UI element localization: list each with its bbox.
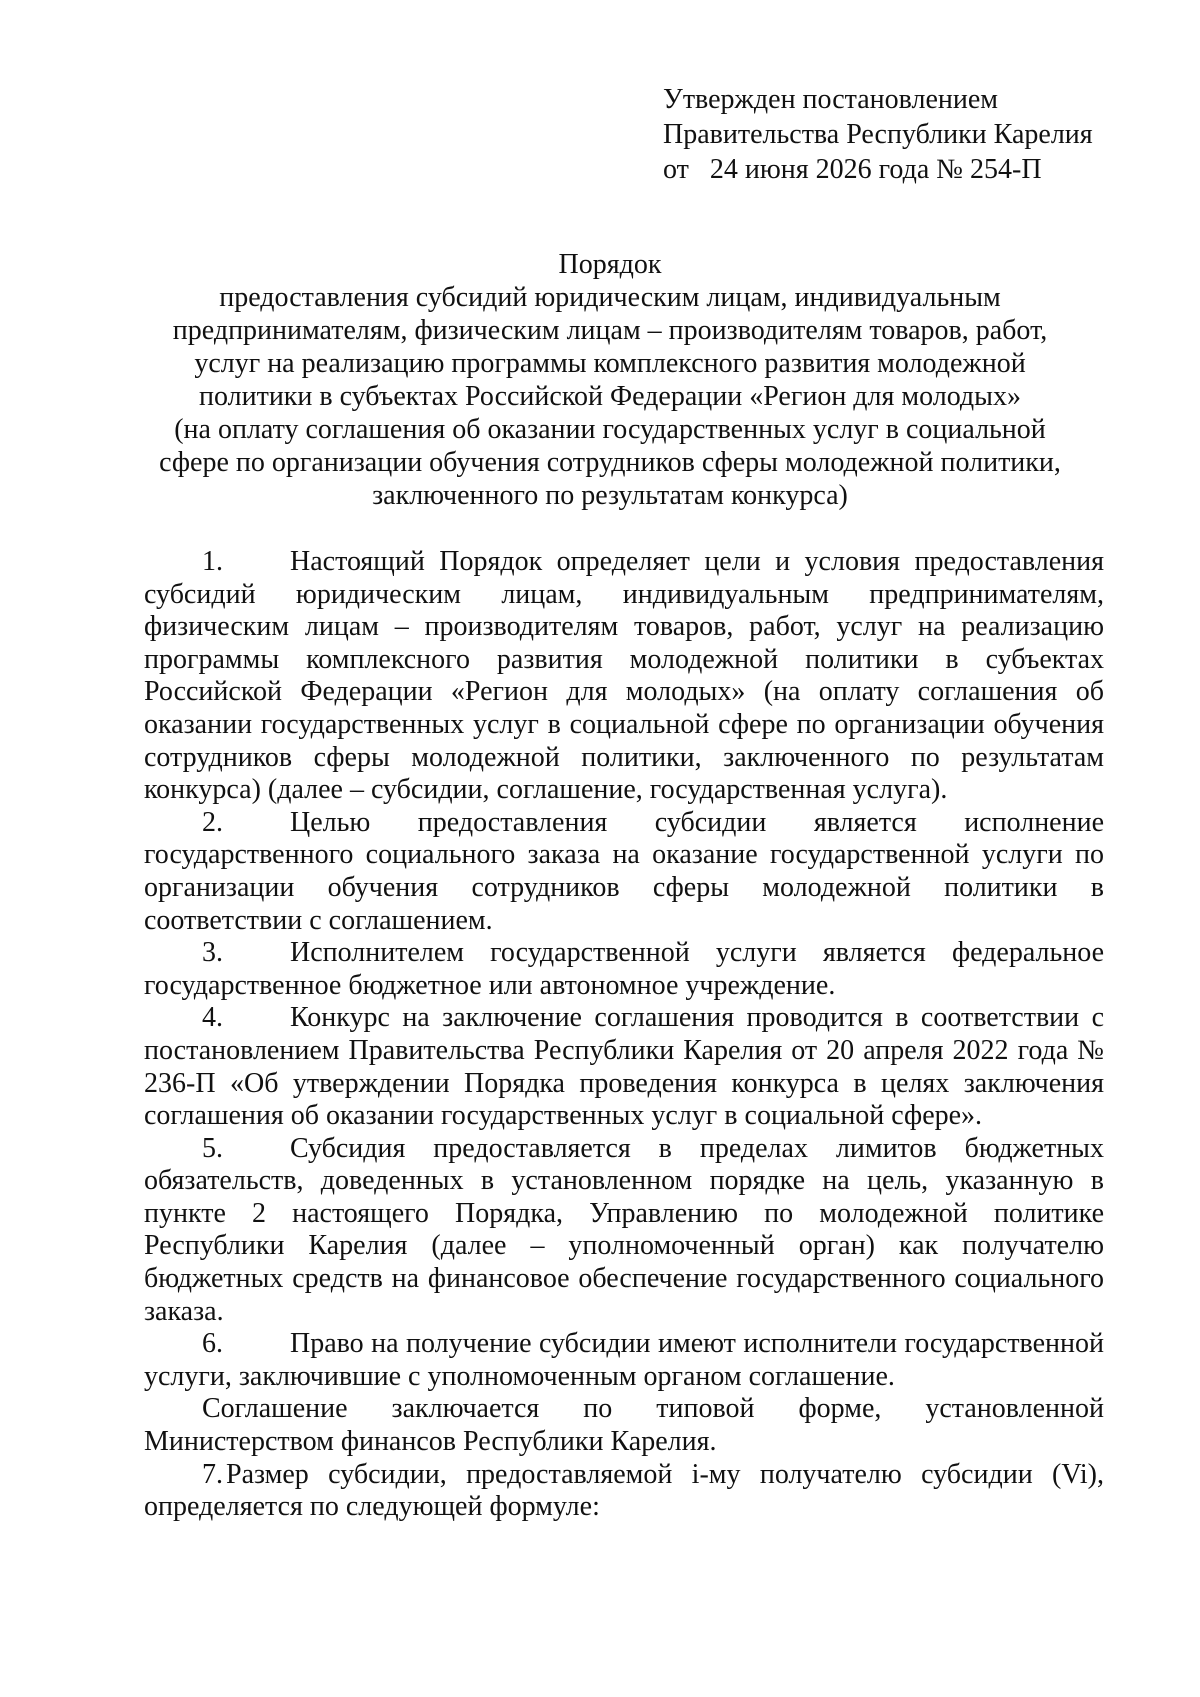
paragraph-text: Исполнителем государственной услуги является федеральное государственное бюджетное или автономное учреждение. bbox=[144, 937, 1104, 1001]
paragraph-number: 5. bbox=[202, 1132, 223, 1164]
document-body bbox=[144, 546, 1104, 1524]
title-line: услуг на реализацию программы комплексного развития молодежной bbox=[194, 348, 1026, 379]
paragraph-4 bbox=[144, 1002, 1104, 1132]
paragraph-text: Субсидия предоставляется в пределах лимитов бюджетных обязательств, доведенных в установленном порядке на цель, указанную в пункте 2 настоящего Порядка, Управлению по молодежной политике Республики Карелия (далее – уполномоченный орган) как получателю бюджетных средств на финансовое обеспечение государственного социального заказа. bbox=[144, 1132, 1104, 1327]
paragraph-text: Право на получение субсидии имеют исполнители государственной услуги, заключившие с уполномоченным органом соглашение. bbox=[144, 1328, 1104, 1392]
paragraph-2 bbox=[144, 807, 1104, 937]
approval-line-3 bbox=[663, 152, 1093, 187]
approval-date-prefix: от bbox=[663, 154, 689, 185]
paragraph-number: 2. bbox=[202, 806, 223, 838]
title-line: сфере по организации обучения сотрудников сферы молодежной политики, bbox=[159, 447, 1061, 478]
paragraph-3 bbox=[144, 937, 1104, 1002]
title-line: заключенного по результатам конкурса) bbox=[372, 480, 848, 511]
paragraph-agreement: Соглашение заключается по типовой форме, установленной Министерством финансов Республики Карелия. bbox=[144, 1393, 1104, 1458]
title-line: предоставления субсидий юридическим лицам, индивидуальным bbox=[219, 282, 1001, 313]
paragraph-6 bbox=[144, 1328, 1104, 1393]
approval-stamp bbox=[663, 82, 1093, 187]
paragraph-number: 1. bbox=[202, 546, 223, 577]
approval-line-1: Утвержден постановлением bbox=[663, 84, 999, 115]
paragraph-text: Конкурс на заключение соглашения проводится в соответствии с постановлением Правительства Республики Карелия от 20 апреля 2022 года № 236-П «Об утверждении Порядка проведения конкурса в целях заключения соглашения об оказании государственных услуг в социальной сфере». bbox=[144, 1002, 1104, 1132]
paragraph-text: Размер субсидии, предоставляемой i-му получателю субсидии (Vi), определяется по следующей формуле: bbox=[144, 1458, 1104, 1523]
paragraph-5 bbox=[144, 1133, 1104, 1329]
paragraph-7 bbox=[144, 1459, 1104, 1524]
title-heading: Порядок bbox=[558, 249, 662, 280]
approval-date-number: 24 июня 2026 года № 254-П bbox=[709, 154, 1042, 185]
paragraph-number: 7. bbox=[202, 1458, 223, 1490]
title-line: (на оплату соглашения об оказании государственных услуг в социальной bbox=[174, 414, 1046, 445]
paragraph-1 bbox=[144, 546, 1104, 807]
paragraph-text: Целью предоставления субсидии является исполнение государственного социального заказа на оказание государственной услуги по организации обучения сотрудников сферы молодежной политики в соответствии с соглашением. bbox=[144, 806, 1104, 936]
paragraph-text: Настоящий Порядок определяет цели и условия предоставления субсидий юридическим лицам, индивидуальным предпринимателям, физическим лицам – производителям товаров, работ, услуг на реализацию программы комплексного развития молодежной политики в субъектах Российской Федерации «Регион для молодых» (на оплату соглашения об оказании государственных услуг в социальной сфере по организации обучения сотрудников сферы молодежной политики, заключенного по результатам конкурса) (далее – субсидии, соглашение, государственная услуга). bbox=[144, 546, 1104, 806]
title-line: политики в субъектах Российской Федерации «Регион для молодых» bbox=[199, 381, 1021, 412]
paragraph-number: 4. bbox=[202, 1002, 223, 1034]
paragraph-number: 6. bbox=[202, 1328, 223, 1360]
paragraph-number: 3. bbox=[202, 937, 223, 969]
document-title bbox=[130, 248, 1090, 512]
approval-line-2: Правительства Республики Карелия bbox=[663, 119, 1093, 150]
title-line: предпринимателям, физическим лицам – производителям товаров, работ, bbox=[172, 315, 1048, 346]
